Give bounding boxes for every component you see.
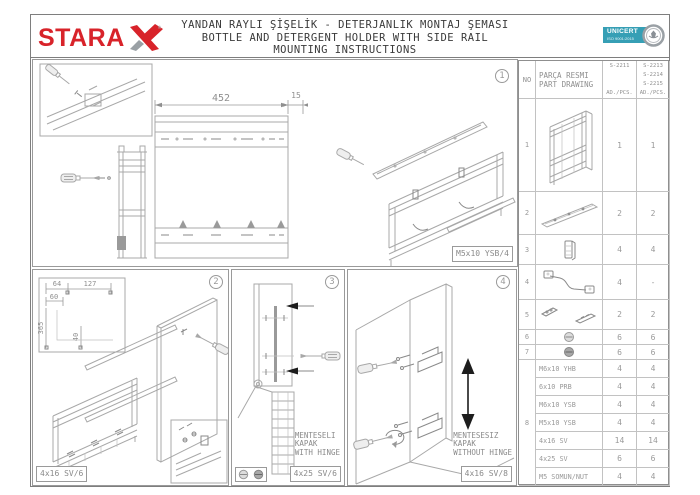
qty-cell: 6 [637, 330, 670, 345]
door-bracket-icon [538, 303, 600, 327]
unit-label: AD./PCS. [606, 90, 633, 96]
qty-cell: - [637, 265, 670, 300]
screwdriver-icon [336, 148, 366, 168]
row-no: 7 [519, 345, 536, 360]
panel-assembly-step-1 [32, 59, 518, 267]
col-header-s2213-15 [637, 61, 670, 99]
fastener-label-step2: 4x16 SV/6 [36, 466, 87, 482]
step-number-badge: 3 [325, 275, 339, 289]
step-number-badge: 2 [209, 275, 223, 289]
dimension-40: 40 [72, 332, 80, 342]
screw-head-dark-icon [563, 346, 575, 358]
row-no: 5 [519, 300, 536, 330]
hinge-arm-icon [542, 268, 596, 296]
caption-line: WITHOUT HINGE [453, 447, 512, 457]
hardware-name: M5 SOMUN/NUT [536, 468, 603, 486]
caption-line: KAPAK [294, 439, 318, 448]
qty-cell: 4 [603, 378, 637, 396]
col-header-no: NO [519, 61, 536, 99]
row-no: 1 [519, 99, 536, 192]
unit-label: AD./PCS. [639, 90, 667, 96]
qty-cell: 4 [603, 265, 637, 300]
qty-cell: 6 [637, 450, 670, 468]
screw-head-dark-icon [253, 469, 264, 480]
screwdriver-icon [353, 433, 393, 450]
qty-cell: 6 [603, 345, 637, 360]
row-no: 3 [519, 235, 536, 265]
document-title [151, 19, 539, 57]
product-code: S-2211 [609, 63, 630, 69]
qty-cell: 14 [603, 432, 637, 450]
unicert-certificate-badge [603, 24, 665, 50]
hardware-name: M6x10 YHB [536, 360, 603, 378]
hardware-name: M6x10 YSB [536, 396, 603, 414]
logo-x-gray-stroke [130, 40, 144, 51]
part-header-tr: PARÇA RESMI [539, 70, 589, 80]
qty-cell: 4 [637, 468, 670, 486]
registered-mark: ® [158, 25, 162, 31]
qty-cell: 2 [603, 300, 637, 330]
dimension-64: 64 [52, 280, 62, 288]
qty-cell: 6 [637, 345, 670, 360]
caption-without-hinge [453, 432, 512, 458]
caption-line: MENTESESIZ [453, 430, 499, 440]
mounting-bracket-icon [559, 238, 579, 262]
product-code: S-2214 [643, 72, 663, 78]
header-band [31, 15, 669, 58]
product-code: S-2213 [643, 63, 663, 69]
qty-cell: 2 [637, 192, 670, 235]
part-cell [536, 300, 603, 330]
qty-cell: 4 [603, 468, 637, 486]
hardware-name: M5x10 YSB [536, 414, 603, 432]
screwdriver-icon [61, 174, 99, 182]
bottle-basket-icon [538, 103, 600, 187]
title-line-2: BOTTLE AND DETERGENT HOLDER WITH SIDE RAIL [201, 31, 489, 44]
panel-assembly-step-3 [231, 269, 345, 486]
screw-head-light-icon [238, 469, 249, 480]
qty-cell: 4 [637, 378, 670, 396]
side-rail-icon [537, 196, 601, 230]
crest-seal-icon [642, 24, 665, 47]
qty-cell: 4 [603, 235, 637, 265]
qty-cell: 6 [603, 330, 637, 345]
row-no: 2 [519, 192, 536, 235]
qty-cell: 1 [603, 99, 637, 192]
sheet-frame [30, 14, 670, 487]
panel-assembly-step-2 [32, 269, 229, 486]
qty-cell: 4 [637, 360, 670, 378]
qty-cell: 4 [603, 414, 637, 432]
col-header-s2211 [603, 61, 637, 99]
screw-head-light-icon [563, 331, 575, 343]
qty-cell: 1 [637, 99, 670, 192]
logo-text: STARA [38, 24, 125, 52]
fastener-label-step3: 4x25 SV/6 [290, 466, 341, 482]
unicert-subtitle: ISO 9001:2015 [607, 36, 634, 41]
step-number-badge: 1 [495, 69, 509, 83]
hardware-name: 4x25 SV [536, 450, 603, 468]
qty-cell: 2 [637, 300, 670, 330]
title-line-3: MOUNTING INSTRUCTIONS [273, 44, 417, 56]
screwdriver-icon [357, 358, 397, 374]
parts-table [518, 60, 669, 485]
row-no-hardware-group: 8 [519, 360, 536, 486]
qty-cell: 6 [603, 450, 637, 468]
hardware-name: 4x16 SV [536, 432, 603, 450]
step-number-badge: 4 [496, 275, 510, 289]
starax-logo-art [38, 22, 164, 52]
screw-reference-box [235, 467, 267, 482]
row-no: 4 [519, 265, 536, 300]
fastener-label-step1: M5x10 YSB/4 [452, 246, 513, 262]
caption-line: KAPAK [453, 439, 476, 448]
step-1-drawing [33, 60, 517, 266]
starax-logo [38, 22, 164, 56]
screwdriver-icon [301, 352, 340, 360]
dimension-365: 365 [37, 321, 45, 335]
step-2-drawing [33, 270, 228, 485]
col-header-part-drawing [536, 61, 603, 99]
caption-line: WITH HINGE [294, 447, 340, 457]
qty-cell: 4 [603, 396, 637, 414]
caption-with-hinge [295, 432, 340, 458]
part-cell [536, 330, 603, 345]
part-cell [536, 192, 603, 235]
qty-cell: 4 [637, 396, 670, 414]
dimension-15: 15 [291, 91, 301, 100]
qty-cell: 14 [637, 432, 670, 450]
part-cell [536, 235, 603, 265]
qty-cell: 4 [637, 235, 670, 265]
title-line-1: YANDAN RAYLI ŞİŞELİK - DETERJANLIK MONTAJ ŞEMASI [181, 19, 509, 31]
fastener-label-step4: 4x16 SV/8 [461, 466, 512, 482]
screwdriver-icon [45, 64, 72, 87]
qty-cell: 4 [637, 414, 670, 432]
caption-line: MENTESELI [294, 430, 336, 440]
qty-cell: 4 [603, 360, 637, 378]
dimension-452: 452 [211, 93, 231, 104]
dimension-60: 60 [49, 293, 59, 301]
hardware-name: 6x10 PRB [536, 378, 603, 396]
product-code: S-2215 [643, 81, 663, 87]
unicert-title: UNICERT [607, 28, 638, 35]
part-header-en: PART DRAWING [539, 79, 594, 89]
dimension-127: 127 [83, 280, 97, 288]
part-cell [536, 99, 603, 192]
row-no: 6 [519, 330, 536, 345]
part-cell [536, 265, 603, 300]
screwdriver-icon [195, 332, 228, 355]
part-cell [536, 345, 603, 360]
qty-cell: 2 [603, 192, 637, 235]
panel-assembly-step-4 [347, 269, 517, 486]
